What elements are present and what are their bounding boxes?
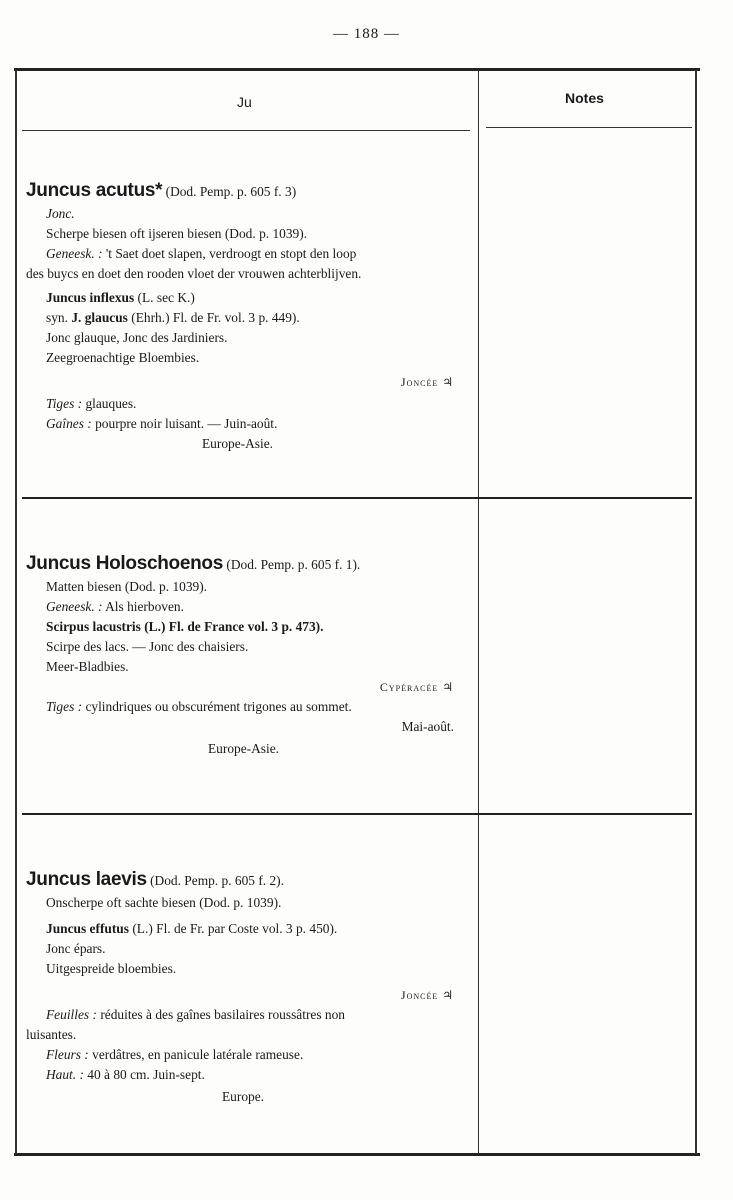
entry-title xyxy=(26,870,466,891)
entry-juncus-holoschoenos xyxy=(26,554,466,759)
entry-reference: (Dod. Pemp. p. 605 f. 3) xyxy=(165,184,297,199)
distribution: Europe-Asie. xyxy=(202,436,274,451)
entry-line: Jonc glauque, Jonc des Jardiniers. xyxy=(46,330,228,345)
synonym-name: Juncus inflexus xyxy=(46,290,135,305)
family-label: Joncée ♃ xyxy=(400,988,454,1002)
entry-label: Geneesk. : xyxy=(46,599,103,614)
entry-text: pourpre noir luisant. — Juin-août. xyxy=(95,416,278,431)
entry-line xyxy=(26,617,466,637)
genus-name: Juncus laevis xyxy=(26,869,147,890)
table-right-border xyxy=(695,70,697,1154)
entry-title xyxy=(26,181,466,202)
entry-text: (L.) Fl. de Fr. par Coste vol. 3 p. 450). xyxy=(132,921,338,936)
entry-line: Jonc. xyxy=(46,206,75,221)
section-divider-1 xyxy=(22,497,692,499)
entry-text: verdâtres, en panicule latérale rameuse. xyxy=(92,1047,304,1062)
entry-label: Feuilles : xyxy=(46,1007,97,1022)
entry-text: 't Saet doet slapen, verdroogt en stopt den loop xyxy=(105,246,357,261)
flowering-period: Mai-août. xyxy=(401,719,454,734)
entry-line: Scherpe biesen oft ijseren biesen (Dod. p. 1039). xyxy=(46,226,308,241)
entry-line: Meer-Bladbies. xyxy=(46,659,129,674)
entry-line: Scirpe des lacs. — Jonc des chaisiers. xyxy=(46,639,249,654)
entry-text: glauques. xyxy=(85,396,137,411)
entry-line xyxy=(26,414,466,434)
synonym-name: Scirpus lacustris xyxy=(46,619,141,634)
distribution: Europe-Asie. xyxy=(208,741,280,756)
entry-line xyxy=(26,1045,466,1065)
entry-reference: (Dod. Pemp. p. 605 f. 1). xyxy=(226,557,361,572)
entry-text: 40 à 80 cm. xyxy=(87,1067,150,1082)
entry-line xyxy=(26,697,466,717)
synonym-name: J. glaucus xyxy=(71,310,128,325)
entry-label: Fleurs : xyxy=(46,1047,89,1062)
flowering-period: Juin-sept. xyxy=(153,1067,205,1082)
entry-line: Uitgespreide bloembies. xyxy=(46,961,177,976)
header-rule-right xyxy=(486,127,692,128)
entry-label: Gaînes : xyxy=(46,416,92,431)
entry-line: Zeegroenachtige Bloembies. xyxy=(46,350,200,365)
entry-line xyxy=(26,394,466,414)
family-label: Cypéracée ♃ xyxy=(379,680,454,694)
entry-line: Onscherpe oft sachte biesen (Dod. p. 1039). xyxy=(46,895,282,910)
entry-line xyxy=(26,308,466,328)
column-header-notes: Notes xyxy=(565,90,604,106)
entry-label: Geneesk. : xyxy=(46,246,103,261)
entry-line xyxy=(26,244,466,264)
height-group xyxy=(46,1067,150,1082)
entry-label: Tiges : xyxy=(46,699,83,714)
entry-label: Haut. : xyxy=(46,1067,84,1082)
column-divider xyxy=(478,70,479,1154)
entry-line xyxy=(26,1065,466,1085)
entry-label: Tiges : xyxy=(46,396,83,411)
header-rule-left xyxy=(22,130,470,131)
entry-juncus-laevis xyxy=(26,870,466,1107)
genus-name: Juncus Holoschoenos xyxy=(26,553,224,574)
distribution: Europe. xyxy=(222,1089,265,1104)
entry-title xyxy=(26,554,466,575)
genus-mark: * xyxy=(155,180,163,201)
column-header-ju: Ju xyxy=(237,94,252,110)
entry-text: (Ehrh.) Fl. de Fr. vol. 3 p. 449). xyxy=(131,310,300,325)
section-divider-2 xyxy=(22,813,692,815)
entry-juncus-acutus xyxy=(26,181,466,454)
entry-text: réduites à des gaînes basilaires roussâtres non xyxy=(100,1007,345,1022)
entry-line: des buycs en doet den rooden vloet der vrouwen achterblijven. xyxy=(26,266,362,281)
entry-line xyxy=(26,1005,466,1025)
entry-line xyxy=(26,288,466,308)
entry-text: Als hierboven. xyxy=(105,599,184,614)
entry-text: cylindriques ou obscurément trigones au sommet. xyxy=(85,699,352,714)
entry-text: (L. sec K.) xyxy=(137,290,195,305)
entry-line xyxy=(26,919,466,939)
entry-line: Matten biesen (Dod. p. 1039). xyxy=(46,579,208,594)
entry-reference: (Dod. Pemp. p. 605 f. 2). xyxy=(150,873,284,888)
entry-line: Jonc épars. xyxy=(46,941,106,956)
entry-line: luisantes. xyxy=(26,1027,77,1042)
family-label: Joncée ♃ xyxy=(400,375,454,389)
entry-text: syn. xyxy=(46,310,68,325)
synonym-name: Juncus effutus xyxy=(46,921,129,936)
entry-line xyxy=(26,597,466,617)
page-number: — 188 — xyxy=(333,26,400,42)
genus-name: Juncus acutus xyxy=(26,180,156,201)
table-left-border xyxy=(15,70,17,1154)
entry-text: (L.) Fl. de France vol. 3 p. 473). xyxy=(144,619,324,634)
